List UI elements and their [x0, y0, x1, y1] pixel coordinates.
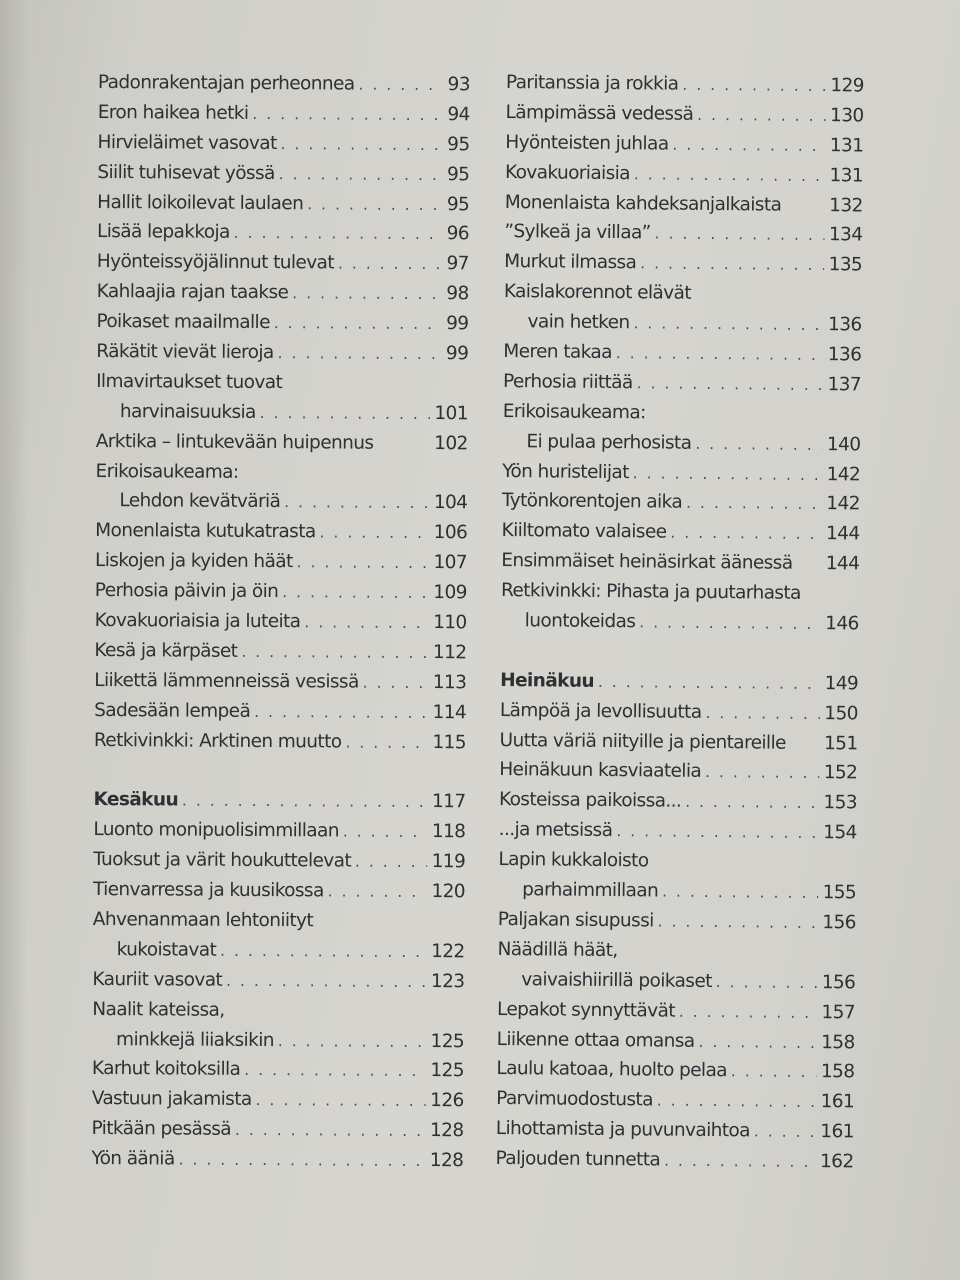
- dot-leader: [658, 912, 819, 932]
- toc-entry-first-line: [497, 939, 855, 972]
- dot-leader: [220, 942, 427, 961]
- toc-entry: [506, 72, 864, 105]
- dot-leader: [343, 823, 428, 842]
- toc-entry-title: Ensimmäiset heinäsirkat äänessä: [501, 550, 793, 575]
- toc-entry-title: Meren takaa: [503, 341, 613, 364]
- toc-entry-page: 102: [434, 432, 468, 454]
- toc-entry-page: 158: [820, 1061, 855, 1083]
- toc-entry-page: 136: [827, 344, 862, 366]
- toc-entry: [97, 132, 469, 164]
- toc-entry-title: Perhosia riittää: [502, 370, 633, 394]
- toc-entry-page: 136: [827, 314, 862, 336]
- toc-entry-page: 95: [446, 193, 470, 215]
- toc-entry-page: 114: [432, 701, 467, 723]
- toc-entry-page: 120: [431, 881, 466, 903]
- toc-entry-title: Hirvieläimet vasovat: [97, 131, 277, 154]
- toc-entry: [97, 281, 469, 313]
- toc-entry-page: 119: [431, 851, 466, 873]
- toc-entry-first-line: [93, 909, 465, 941]
- toc-entry: [496, 1088, 854, 1121]
- dot-leader: [697, 106, 826, 125]
- dot-leader: [235, 1121, 426, 1140]
- toc-entry-title: Naalit kateissa,: [92, 998, 225, 1021]
- toc-entry-title: Liikenne ottaa omansa: [496, 1028, 695, 1052]
- toc-entry-page: 151: [823, 732, 858, 754]
- toc-entry-title: Monenlaista kutukatrasta: [95, 520, 316, 543]
- toc-entry: [503, 341, 861, 374]
- toc-entry-title: Kosteissa paikoissa...: [498, 789, 682, 813]
- toc-entry-title: Ahvenanmaan lehtoniityt: [92, 908, 314, 932]
- toc-entry-title: Tienvarressa ja kuusikossa: [92, 879, 324, 902]
- toc-entry: [503, 371, 861, 404]
- dot-leader: [355, 853, 428, 871]
- toc-entry-page: 99: [446, 313, 469, 335]
- dot-leader: [244, 1061, 426, 1080]
- dot-leader: [686, 494, 822, 513]
- toc-entry-page: 125: [430, 1060, 464, 1082]
- toc-entry-title: Luonto monipuolisimmillaan: [93, 819, 339, 842]
- toc-entry-title: Näädillä häät,: [497, 938, 618, 961]
- dot-leader: [256, 1091, 427, 1110]
- dot-leader: [670, 524, 822, 543]
- toc-entry-page: 135: [828, 254, 863, 276]
- dot-leader: [292, 284, 438, 303]
- toc-entry-page: 146: [825, 613, 859, 635]
- toc-entry: [501, 550, 859, 583]
- toc-entry-title: Lisää lepakkoja: [96, 221, 230, 244]
- toc-entry-title: Laulu katoaa, huolto pelaa: [496, 1058, 728, 1082]
- toc-entry-title: vain hetken: [527, 311, 630, 334]
- toc-entry-title: Tuoksut ja värit houkuttelevat: [93, 849, 352, 872]
- toc-entry: [94, 640, 466, 672]
- toc-entry: [91, 1118, 463, 1150]
- toc-entry-title: Poikaset maailmalle: [96, 311, 270, 334]
- toc-entry-page: 128: [429, 1150, 464, 1172]
- toc-entry: [500, 700, 858, 733]
- toc-entry-page: 134: [828, 224, 863, 246]
- dot-leader: [279, 165, 440, 184]
- dot-leader: [664, 1152, 816, 1171]
- dot-leader: [254, 703, 428, 722]
- toc-section-heading: [500, 670, 858, 703]
- toc-entry: [94, 700, 466, 732]
- toc-entry-title: ...ja metsissä: [498, 819, 613, 842]
- toc-entry-title: Eron haikea hetki: [97, 101, 249, 124]
- dot-leader: [234, 224, 439, 243]
- toc-entry-page: 112: [432, 641, 467, 664]
- toc-entry-title: vaivaishiirillä poikaset: [521, 968, 712, 992]
- dot-leader: [616, 344, 824, 364]
- dot-leader: [179, 1151, 426, 1171]
- toc-entry-title: Lehdon kevätväriä: [119, 490, 281, 513]
- toc-entry-page: 128: [429, 1120, 464, 1142]
- toc-entry-title: Tytönkorentojen aika: [501, 490, 683, 514]
- toc-entry-title: Parvimuodostusta: [496, 1088, 653, 1111]
- toc-entry-title: Erikoisaukeama:: [95, 460, 239, 483]
- toc-entry: [496, 1118, 854, 1151]
- toc-entry-title: Kovakuoriaisia: [504, 161, 631, 184]
- toc-entry-page: 162: [819, 1151, 854, 1173]
- toc-entry-title: Retkivinkki: Arktinen muutto: [93, 729, 342, 753]
- toc-entry-title: Paritanssia ja rokkia: [505, 72, 679, 95]
- dot-leader: [598, 673, 821, 693]
- toc-entry-continuation: [497, 969, 855, 1002]
- dot-leader: [640, 255, 824, 275]
- dot-leader: [633, 314, 824, 334]
- toc-entry: [504, 251, 862, 284]
- toc-entry-page: 110: [433, 612, 467, 634]
- toc-entry: [93, 849, 465, 881]
- toc-entry: [96, 431, 468, 463]
- toc-entry-page: 144: [825, 553, 860, 575]
- toc-entry-continuation: [92, 1028, 464, 1060]
- toc-entry: [95, 580, 467, 612]
- toc-entry-continuation: [503, 311, 861, 344]
- toc-entry-title: Kauriit vasovat: [92, 968, 223, 991]
- toc-entry-title: harvinaisuuksia: [119, 400, 256, 423]
- toc-entry-title: parhaimmillaan: [522, 879, 659, 902]
- toc-entry-page: 156: [821, 971, 856, 994]
- toc-entry-title: Ei pulaa perhosista: [526, 430, 692, 454]
- toc-entry: [92, 1088, 464, 1120]
- toc-entry: [504, 221, 862, 254]
- toc-entry-page: 126: [430, 1090, 464, 1112]
- dot-leader: [260, 404, 431, 423]
- section-title: Kesäkuu: [93, 789, 179, 811]
- toc-entry: [501, 520, 859, 553]
- toc-entry-title: Perhosia päivin ja öin: [94, 580, 279, 603]
- toc-entry-title: Lämpöä ja levollisuutta: [499, 699, 702, 723]
- toc-entry-page: 142: [826, 493, 860, 515]
- toc-entry: [98, 72, 470, 104]
- toc-entry-title: minkkejä liiaksikin: [116, 1028, 274, 1051]
- toc-entry-page: 95: [446, 163, 470, 185]
- toc-entry-title: Arktika – lintukevään huipennus: [95, 430, 374, 454]
- toc-entry-first-line: [501, 580, 859, 613]
- toc-entry: [95, 520, 467, 552]
- toc-entry-title: Erikoisaukeama:: [502, 400, 646, 424]
- dot-leader: [182, 792, 428, 812]
- toc-entry: [505, 162, 863, 195]
- toc-entry: [94, 730, 466, 762]
- toc-entry: [98, 102, 470, 134]
- toc-entry: [96, 341, 468, 373]
- toc-entry: [92, 1058, 464, 1090]
- dot-leader: [705, 704, 820, 723]
- dot-leader: [634, 165, 826, 185]
- toc-entry-page: 109: [433, 582, 467, 604]
- toc-entry: [497, 999, 855, 1032]
- toc-entry-title: Kiiltomato valaisee: [501, 520, 667, 543]
- toc-entry-page: 115: [432, 731, 466, 753]
- toc-section-heading: [93, 789, 465, 821]
- toc-entry-title: Lämpimässä vedessä: [505, 101, 694, 125]
- dot-leader: [662, 883, 819, 903]
- toc-entry-continuation: [501, 610, 859, 643]
- toc-entry-page: 161: [820, 1121, 854, 1143]
- toc-entry: [93, 819, 465, 851]
- toc-entry-page: 132: [829, 194, 863, 216]
- toc-entry-continuation: [95, 490, 467, 522]
- dot-leader: [699, 1032, 818, 1051]
- dot-leader: [278, 344, 439, 363]
- toc-entry-title: Hallit loikoilevat laulaen: [97, 191, 304, 214]
- dot-leader: [320, 524, 430, 543]
- toc-entry-page: 94: [447, 104, 470, 126]
- toc-entry-page: 107: [433, 552, 468, 574]
- toc-entry: [97, 192, 469, 224]
- dot-leader: [282, 583, 429, 602]
- toc-entry-title: Retkivinkki: Pihasta ja puutarhasta: [500, 580, 801, 604]
- toc-entry-page: 98: [446, 283, 469, 305]
- dot-leader: [278, 1032, 427, 1051]
- toc-entry: [95, 610, 467, 642]
- toc-entry-page: 161: [820, 1091, 855, 1113]
- toc-entry-page: 137: [827, 374, 862, 396]
- toc-entry: [498, 909, 856, 942]
- toc-entry-page: 130: [829, 105, 864, 127]
- toc-entry-title: Kovakuoriaisia ja luteita: [94, 610, 301, 633]
- toc-entry-page: 123: [430, 970, 465, 992]
- toc-entry-page: 144: [825, 523, 860, 545]
- toc-entry-page: 125: [430, 1030, 465, 1052]
- dot-leader: [345, 733, 428, 752]
- dot-leader: [307, 195, 439, 214]
- toc-entry-title: Sadesään lempeä: [94, 699, 251, 722]
- toc-entry-page: 95: [447, 133, 470, 156]
- toc-entry: [496, 1058, 854, 1091]
- toc-entry-page: 118: [431, 821, 466, 843]
- dot-leader: [304, 613, 429, 632]
- dot-leader: [657, 1092, 817, 1112]
- toc-entry: [499, 819, 857, 852]
- toc-entry-page: 131: [829, 134, 864, 157]
- toc-entry-title: Liikettä lämmenneissä vesissä: [94, 669, 359, 693]
- dot-leader: [241, 643, 429, 662]
- toc-entry-page: 104: [433, 492, 468, 514]
- dot-leader: [328, 882, 428, 901]
- toc-entry-title: Kesä ja kärpäset: [94, 639, 238, 662]
- dot-leader: [655, 225, 825, 245]
- toc-column-left: [91, 72, 470, 1180]
- toc-entry-title: Ilmavirtaukset tuovat: [96, 370, 283, 394]
- toc-entry-title: Liskojen ja kyiden häät: [94, 550, 293, 573]
- page-edge-shadow: [0, 0, 28, 1280]
- dot-leader: [716, 973, 818, 992]
- toc-entry-page: 117: [431, 791, 466, 813]
- toc-entry-page: 96: [446, 223, 470, 245]
- dot-leader: [682, 76, 826, 95]
- toc-entry-title: kukoistavat: [116, 938, 217, 961]
- dot-leader: [695, 435, 823, 454]
- toc-entry-title: Yön ääniä: [91, 1148, 175, 1170]
- toc-entry-page: 140: [826, 433, 861, 456]
- toc-entry-title: ”Sylkeä ja villaa”: [504, 221, 651, 244]
- toc-entry-title: Yön huristelijat: [502, 460, 629, 483]
- dot-leader: [672, 135, 825, 154]
- dot-leader: [633, 464, 823, 484]
- toc-entry: [505, 192, 863, 225]
- toc-entry-first-line: [498, 849, 856, 882]
- toc-entry-first-line: [96, 371, 468, 403]
- dot-leader: [281, 135, 440, 154]
- toc-entry-continuation: [96, 401, 468, 433]
- toc-entry-page: 150: [824, 702, 858, 725]
- toc-entry-page: 101: [434, 402, 468, 425]
- toc-entry-page: 142: [826, 463, 861, 485]
- toc-entry: [97, 221, 469, 253]
- toc-entry-title: Paljouden tunnetta: [495, 1148, 661, 1171]
- dot-leader: [754, 1123, 817, 1142]
- toc-entry: [499, 730, 857, 763]
- toc-entry-page: 155: [822, 882, 857, 904]
- dot-leader: [297, 553, 430, 572]
- toc-entry-title: Lapin kukkaloisto: [498, 849, 649, 872]
- toc-entry: [505, 102, 863, 135]
- toc-entry-title: Lihottamista ja puvunvaihtoa: [495, 1118, 751, 1142]
- toc-entry-title: luontokeidas: [524, 610, 636, 633]
- dot-leader: [637, 374, 824, 394]
- toc-entry-page: 156: [822, 912, 856, 934]
- toc-entry: [94, 670, 466, 702]
- toc-entry-continuation: [498, 879, 856, 912]
- toc-entry-title: Kaislakorennot elävät: [503, 281, 692, 305]
- toc-entry: [499, 759, 857, 792]
- toc-entry: [495, 1148, 853, 1181]
- toc-entry-title: Siilit tuhisevat yössä: [97, 161, 275, 184]
- toc-entry-page: 113: [432, 671, 467, 694]
- toc-entry-title: Hyönteisten juhlaa: [505, 131, 669, 155]
- toc-entry-title: Räkätit vievät lieroja: [96, 341, 274, 364]
- toc-entry-title: Monenlaista kahdeksanjalkaista: [504, 191, 782, 216]
- toc-entry: [92, 969, 464, 1001]
- toc-entry-title: Lepakot synnyttävät: [496, 998, 676, 1022]
- toc-entry: [505, 132, 863, 165]
- toc-entry: [96, 311, 468, 343]
- toc-entry-first-line: [92, 999, 464, 1031]
- dot-leader: [685, 793, 819, 812]
- toc-entry-page: 158: [821, 1031, 855, 1053]
- toc-entry-page: 149: [824, 672, 859, 695]
- dot-leader: [731, 1063, 817, 1082]
- toc-entry: [502, 490, 860, 523]
- toc-entry-page: 129: [830, 75, 864, 97]
- dot-leader: [252, 105, 439, 124]
- toc-entry-page: 106: [433, 522, 468, 544]
- toc-entry: [499, 789, 857, 822]
- toc-entry-page: 93: [447, 74, 470, 96]
- toc-entry-title: Hyönteissyöjälinnut tulevat: [96, 251, 335, 274]
- toc-entry-first-line: [504, 281, 862, 314]
- toc-entry-continuation: [93, 939, 465, 971]
- dot-leader: [705, 763, 820, 782]
- dot-leader: [679, 1002, 818, 1021]
- toc-entry-title: Pitkään pesässä: [91, 1118, 232, 1141]
- toc-entry-title: Murkut ilmassa: [504, 251, 637, 274]
- toc-entry: [97, 162, 469, 194]
- toc-entry-page: 97: [446, 253, 469, 275]
- toc-entry: [93, 879, 465, 911]
- toc-entry-page: 157: [821, 1001, 856, 1024]
- toc-entry-title: Kahlaajia rajan taakse: [96, 281, 289, 304]
- dot-leader: [338, 255, 439, 274]
- toc-entry: [97, 251, 469, 283]
- dot-leader: [284, 494, 430, 513]
- toc-entry-page: 131: [829, 164, 864, 187]
- toc-entry-title: Padonrakentajan perheonnea: [97, 72, 355, 95]
- dot-leader: [274, 314, 439, 333]
- toc-column-right: [495, 72, 864, 1181]
- toc-entry-first-line: [95, 461, 467, 493]
- toc-entry-title: Paljakan sisupussi: [497, 908, 654, 932]
- toc-entry: [95, 550, 467, 582]
- toc-entry-first-line: [503, 401, 861, 434]
- toc-entry: [91, 1148, 463, 1180]
- toc-entry-title: Heinäkuun kasviaatelia: [499, 759, 702, 783]
- toc-entry-title: Vastuun jakamista: [91, 1088, 252, 1111]
- section-title: Heinäkuu: [500, 669, 595, 692]
- dot-leader: [226, 972, 427, 991]
- toc-entry-title: Uutta väriä niityille ja pientareille: [499, 729, 786, 754]
- toc-entry-title: Karhut koitoksilla: [91, 1058, 241, 1081]
- toc-entry-page: 153: [823, 792, 858, 814]
- toc-entry-page: 152: [823, 762, 858, 784]
- toc-entry-page: 122: [431, 940, 465, 963]
- dot-leader: [639, 613, 821, 633]
- toc-entry: [497, 1028, 855, 1061]
- toc-entry-page: 154: [823, 822, 857, 844]
- dot-leader: [358, 76, 439, 94]
- toc-entry-continuation: [502, 431, 860, 464]
- section-gap: [94, 759, 466, 791]
- dot-leader: [616, 822, 819, 842]
- section-gap: [500, 640, 858, 673]
- toc-entry: [502, 461, 860, 494]
- dot-leader: [363, 673, 429, 691]
- toc-entry-page: 99: [445, 343, 469, 365]
